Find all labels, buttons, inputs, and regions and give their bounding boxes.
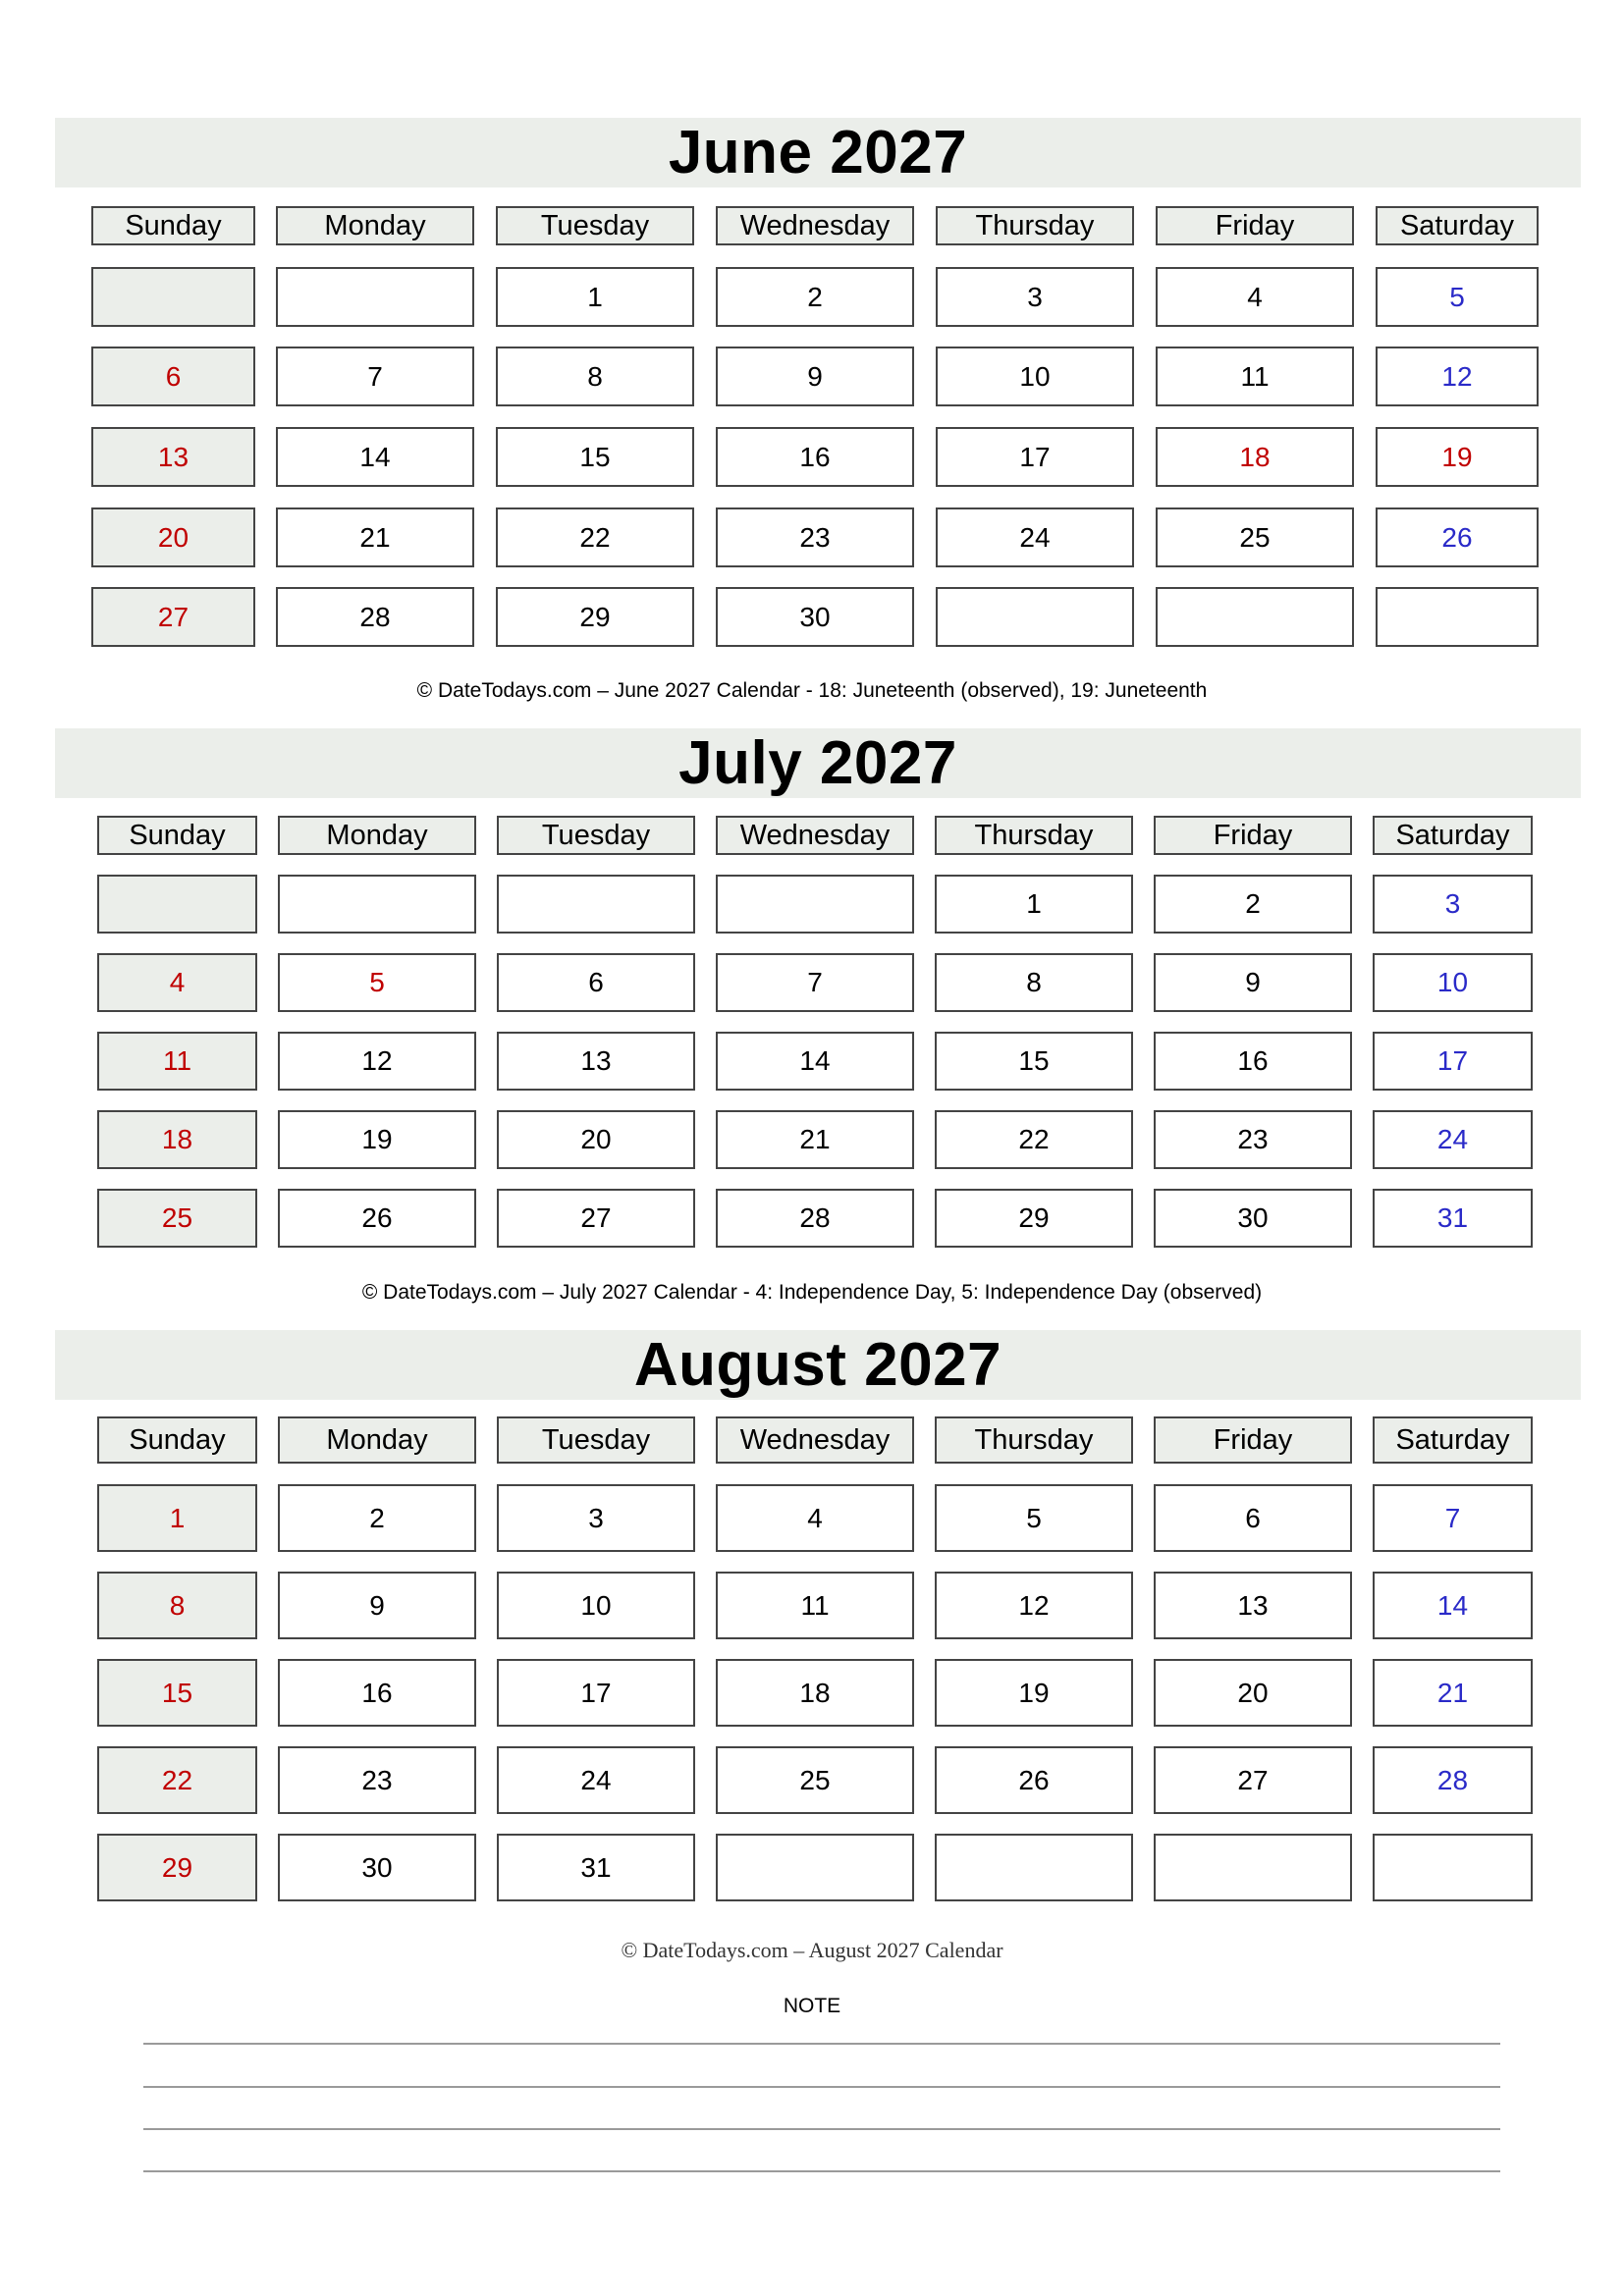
day-cell[interactable]: 25: [1156, 507, 1354, 567]
day-cell[interactable]: 22: [935, 1110, 1133, 1169]
day-cell[interactable]: 20: [497, 1110, 695, 1169]
empty-day-cell: [1154, 1834, 1352, 1901]
day-cell[interactable]: 26: [278, 1189, 476, 1248]
weekday-header: Saturday: [1373, 1416, 1533, 1464]
day-cell[interactable]: 20: [91, 507, 255, 567]
day-cell[interactable]: 5: [1376, 267, 1539, 327]
empty-day-cell: [276, 267, 474, 327]
month-title-bar: [55, 1330, 1581, 1400]
day-cell[interactable]: 2: [716, 267, 914, 327]
day-cell[interactable]: 11: [97, 1032, 257, 1091]
day-cell[interactable]: 9: [1154, 953, 1352, 1012]
day-cell[interactable]: 18: [97, 1110, 257, 1169]
day-cell[interactable]: 27: [91, 587, 255, 647]
day-cell[interactable]: 19: [1376, 427, 1539, 487]
weekday-header: Sunday: [91, 206, 255, 245]
day-cell[interactable]: 13: [1154, 1572, 1352, 1639]
day-cell[interactable]: 21: [276, 507, 474, 567]
month-footnote: © DateTodays.com – June 2027 Calendar - 18: Juneteenth (observed), 19: Juneteenth: [416, 679, 1208, 702]
day-cell[interactable]: 8: [496, 347, 694, 406]
day-cell[interactable]: 23: [278, 1746, 476, 1814]
day-cell[interactable]: 22: [496, 507, 694, 567]
day-cell[interactable]: 5: [935, 1484, 1133, 1552]
day-cell[interactable]: 31: [497, 1834, 695, 1901]
day-cell[interactable]: 13: [497, 1032, 695, 1091]
weekday-header: Wednesday: [716, 206, 914, 245]
note-line[interactable]: [143, 2170, 1500, 2172]
day-cell[interactable]: 6: [497, 953, 695, 1012]
day-cell[interactable]: 19: [935, 1659, 1133, 1727]
weekday-header: Monday: [276, 206, 474, 245]
day-cell[interactable]: 6: [1154, 1484, 1352, 1552]
weekday-header: Thursday: [935, 1416, 1133, 1464]
day-cell[interactable]: 8: [935, 953, 1133, 1012]
day-cell[interactable]: 26: [1376, 507, 1539, 567]
day-cell[interactable]: 1: [496, 267, 694, 327]
day-cell[interactable]: 11: [1156, 347, 1354, 406]
weekday-header: Thursday: [936, 206, 1134, 245]
day-cell[interactable]: 4: [97, 953, 257, 1012]
day-cell[interactable]: 25: [716, 1746, 914, 1814]
empty-day-cell: [936, 587, 1134, 647]
day-cell[interactable]: 16: [716, 427, 914, 487]
day-cell[interactable]: 15: [97, 1659, 257, 1727]
day-cell[interactable]: 30: [1154, 1189, 1352, 1248]
day-cell[interactable]: 27: [497, 1189, 695, 1248]
weekday-header: Sunday: [97, 1416, 257, 1464]
day-cell[interactable]: 1: [935, 875, 1133, 934]
empty-day-cell: [1376, 587, 1539, 647]
weekday-header: Friday: [1154, 1416, 1352, 1464]
weekday-header: Thursday: [935, 816, 1133, 855]
day-cell[interactable]: 24: [936, 507, 1134, 567]
day-cell[interactable]: 10: [936, 347, 1134, 406]
day-cell[interactable]: 26: [935, 1746, 1133, 1814]
day-cell[interactable]: 31: [1373, 1189, 1533, 1248]
day-cell[interactable]: 20: [1154, 1659, 1352, 1727]
month-title: August 2027: [633, 1331, 1002, 1399]
day-cell[interactable]: 14: [276, 427, 474, 487]
day-cell[interactable]: 9: [716, 347, 914, 406]
month-footnote: © DateTodays.com – July 2027 Calendar - 4: Independence Day, 5: Independence Day (observed): [361, 1281, 1263, 1304]
day-cell[interactable]: 17: [497, 1659, 695, 1727]
weekday-header: Wednesday: [716, 816, 914, 855]
month-title-bar: [55, 728, 1581, 798]
day-cell[interactable]: 7: [276, 347, 474, 406]
day-cell[interactable]: 19: [278, 1110, 476, 1169]
day-cell[interactable]: 10: [497, 1572, 695, 1639]
day-cell[interactable]: 29: [935, 1189, 1133, 1248]
day-cell[interactable]: 29: [97, 1834, 257, 1901]
weekday-header: Sunday: [97, 816, 257, 855]
empty-day-cell: [97, 875, 257, 934]
day-cell[interactable]: 28: [1373, 1746, 1533, 1814]
day-cell[interactable]: 2: [1154, 875, 1352, 934]
weekday-header: Tuesday: [497, 816, 695, 855]
day-cell[interactable]: 17: [1373, 1032, 1533, 1091]
day-cell[interactable]: 24: [1373, 1110, 1533, 1169]
empty-day-cell: [497, 875, 695, 934]
note-label: NOTE: [783, 1995, 841, 2017]
month-title: July 2027: [678, 729, 957, 797]
day-cell[interactable]: 12: [1376, 347, 1539, 406]
day-cell[interactable]: 8: [97, 1572, 257, 1639]
day-cell[interactable]: 23: [1154, 1110, 1352, 1169]
weekday-header: Monday: [278, 816, 476, 855]
day-cell[interactable]: 10: [1373, 953, 1533, 1012]
day-cell[interactable]: 14: [716, 1032, 914, 1091]
day-cell[interactable]: 5: [278, 953, 476, 1012]
day-cell[interactable]: 21: [716, 1110, 914, 1169]
empty-day-cell: [91, 267, 255, 327]
weekday-header: Wednesday: [716, 1416, 914, 1464]
day-cell[interactable]: 1: [97, 1484, 257, 1552]
note-line[interactable]: [143, 2128, 1500, 2130]
day-cell[interactable]: 15: [935, 1032, 1133, 1091]
note-line[interactable]: [143, 2086, 1500, 2088]
day-cell[interactable]: 30: [278, 1834, 476, 1901]
day-cell[interactable]: 15: [496, 427, 694, 487]
day-cell[interactable]: 22: [97, 1746, 257, 1814]
empty-day-cell: [1373, 1834, 1533, 1901]
weekday-header: Saturday: [1376, 206, 1539, 245]
day-cell[interactable]: 18: [1156, 427, 1354, 487]
month-title: June 2027: [668, 119, 968, 187]
day-cell[interactable]: 14: [1373, 1572, 1533, 1639]
day-cell[interactable]: 17: [936, 427, 1134, 487]
day-cell[interactable]: 25: [97, 1189, 257, 1248]
weekday-header: Saturday: [1373, 816, 1533, 855]
empty-day-cell: [935, 1834, 1133, 1901]
day-cell[interactable]: 7: [1373, 1484, 1533, 1552]
day-cell[interactable]: 11: [716, 1572, 914, 1639]
weekday-header: Friday: [1154, 816, 1352, 855]
weekday-header: Tuesday: [497, 1416, 695, 1464]
day-cell[interactable]: 4: [716, 1484, 914, 1552]
day-cell[interactable]: 23: [716, 507, 914, 567]
day-cell[interactable]: 27: [1154, 1746, 1352, 1814]
day-cell[interactable]: 30: [716, 587, 914, 647]
day-cell[interactable]: 16: [278, 1659, 476, 1727]
weekday-header: Monday: [278, 1416, 476, 1464]
day-cell[interactable]: 2: [278, 1484, 476, 1552]
day-cell[interactable]: 28: [276, 587, 474, 647]
empty-day-cell: [278, 875, 476, 934]
weekday-header: Tuesday: [496, 206, 694, 245]
month-footnote: © DateTodays.com – August 2027 Calendar: [621, 1938, 1003, 1962]
empty-day-cell: [716, 875, 914, 934]
day-cell[interactable]: 28: [716, 1189, 914, 1248]
day-cell[interactable]: 3: [936, 267, 1134, 327]
empty-day-cell: [1156, 587, 1354, 647]
day-cell[interactable]: 3: [497, 1484, 695, 1552]
day-cell[interactable]: 12: [935, 1572, 1133, 1639]
day-cell[interactable]: 21: [1373, 1659, 1533, 1727]
day-cell[interactable]: 6: [91, 347, 255, 406]
empty-day-cell: [716, 1834, 914, 1901]
note-line[interactable]: [143, 2043, 1500, 2045]
day-cell[interactable]: 24: [497, 1746, 695, 1814]
day-cell[interactable]: 4: [1156, 267, 1354, 327]
day-cell[interactable]: 29: [496, 587, 694, 647]
day-cell[interactable]: 7: [716, 953, 914, 1012]
weekday-header: Friday: [1156, 206, 1354, 245]
day-cell[interactable]: 3: [1373, 875, 1533, 934]
day-cell[interactable]: 16: [1154, 1032, 1352, 1091]
month-title-bar: [55, 118, 1581, 187]
day-cell[interactable]: 9: [278, 1572, 476, 1639]
day-cell[interactable]: 18: [716, 1659, 914, 1727]
day-cell[interactable]: 12: [278, 1032, 476, 1091]
day-cell[interactable]: 13: [91, 427, 255, 487]
